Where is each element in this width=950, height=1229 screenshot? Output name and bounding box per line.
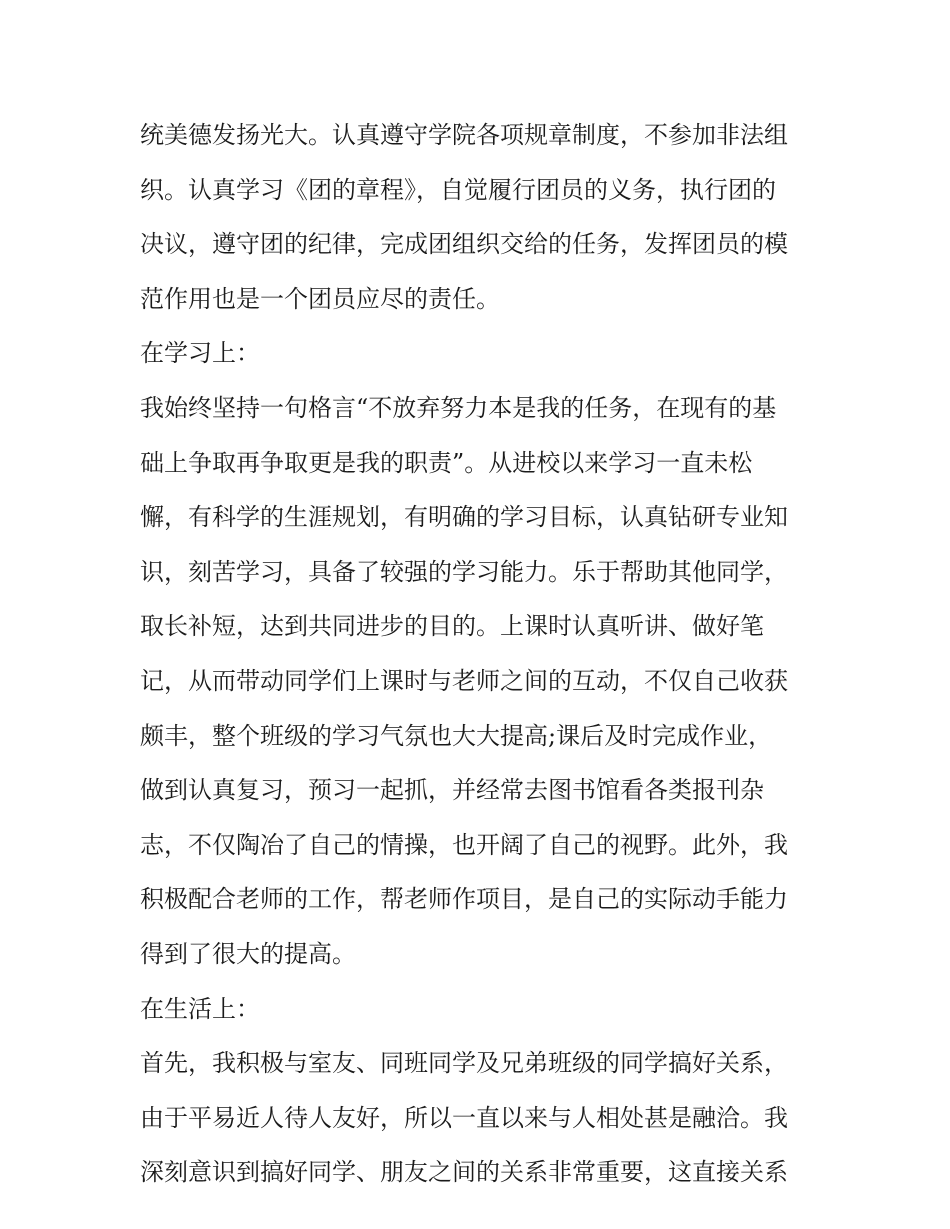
text-line: 积极配合老师的工作，帮老师作项目，是自己的实际动手能力 [140, 885, 788, 914]
text-line: 范作用也是一个团员应尽的责任。 [140, 284, 500, 313]
text-line: 记，从而带动同学们上课时与老师之间的互动，不仅自己收获 [140, 666, 788, 695]
text-line: 础上争取再争取更是我的职责”。从进校以来学习一直未松 [140, 448, 753, 477]
section-heading-study: 在学习上： [140, 339, 260, 368]
text-line: 懈，有科学的生涯规划，有明确的学习目标，认真钻研专业知 [140, 503, 788, 532]
text-line: 首先，我积极与室友、同班同学及兄弟班级的同学搞好关系， [140, 1049, 788, 1078]
text-line: 得到了很大的提高。 [140, 939, 356, 968]
text-line: 织。认真学习《团的章程》，自觉履行团员的义务，执行团的 [140, 175, 776, 204]
text-line: 由于平易近人待人友好，所以一直以来与人相处甚是融洽。我 [140, 1103, 788, 1132]
text-line: 识，刻苦学习，具备了较强的学习能力。乐于帮助其他同学， [140, 557, 788, 586]
text-line: 取长补短，达到共同进步的目的。上课时认真听讲、做好笔 [140, 612, 764, 641]
text-line: 决议，遵守团的纪律，完成团组织交给的任务，发挥团员的模 [140, 230, 788, 259]
text-line: 统美德发扬光大。认真遵守学院各项规章制度，不参加非法组 [140, 121, 788, 149]
document-body [140, 108, 830, 1200]
text-line: 深刻意识到搞好同学、朋友之间的关系非常重要，这直接关系 [140, 1158, 788, 1187]
text-line: 做到认真复习，预习一起抓，并经常去图书馆看各类报刊杂 [140, 776, 764, 805]
text-line: 颇丰，整个班级的学习气氛也大大提高;课后及时完成作业， [140, 721, 773, 750]
text-line: 志，不仅陶冶了自己的情操，也开阔了自己的视野。此外，我 [140, 830, 788, 859]
section-heading-life: 在生活上： [140, 994, 260, 1023]
text-line: 我始终坚持一句格言“不放弃努力本是我的任务，在现有的基 [140, 393, 777, 422]
